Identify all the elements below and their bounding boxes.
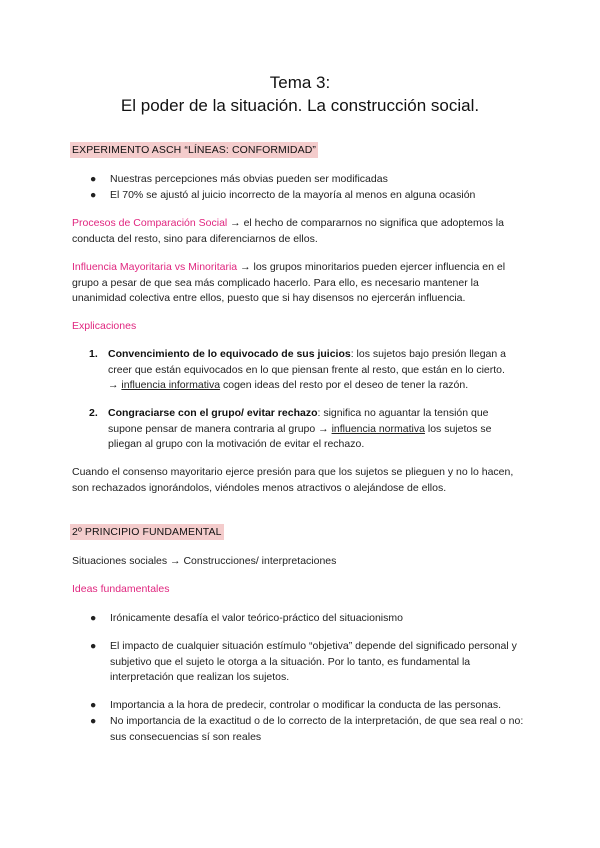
bullet-text: El 70% se ajustó al juicio incorrecto de la mayoría al menos en alguna ocasión xyxy=(110,189,476,201)
item-bold: Congraciarse con el grupo/ evitar rechazo xyxy=(108,407,318,419)
label-comparacion: Procesos de Comparación Social xyxy=(72,217,228,229)
bullet-text: Irónicamente desafía el valor teórico-práctico del situacionismo xyxy=(110,612,403,624)
bullet-text: El impacto de cualquier situación estímulo “objetiva” depende del significado personal y subjetivo que el sujeto le otorga a la situación. Por lo tanto, es fundamental la interpretación que realizan los sujetos. xyxy=(110,640,517,683)
item-underline: influencia normativa xyxy=(331,422,425,435)
paragraph-comparacion xyxy=(72,216,532,247)
bullet-icon: ● xyxy=(90,189,97,201)
item-underline: influencia informativa xyxy=(121,379,221,391)
item-text: : los sujetos bajo presión llegan a creer que están equivocados en lo que piensan frente al resto, que están en lo cierto. → xyxy=(108,348,506,391)
text-influencia: → los grupos minoritarios pueden ejercer influencia en el grupo a pesar de que sea más complicado hacerlo. Para ello, es necesario mantener la unanimidad colectiva entre ellos, puesto que si hay disensos no ejercerán influencia. xyxy=(72,261,506,304)
bullet-icon: ● xyxy=(90,715,97,727)
paragraph-influencia xyxy=(72,260,532,307)
paragraph-situaciones: Situaciones sociales → Construcciones/ interpretaciones xyxy=(72,555,337,567)
label-explicaciones: Explicaciones xyxy=(72,320,137,332)
bullet-icon: ● xyxy=(90,612,97,624)
item-number: 2. xyxy=(89,407,98,419)
label-ideas: Ideas fundamentales xyxy=(72,583,170,595)
item-tail: los sujetos se pliegan al grupo con la motivación de evitar el rechazo. xyxy=(108,422,492,450)
bullet-icon: ● xyxy=(90,173,97,185)
item-tail: cogen ideas del resto por el deseo de tener la razón. xyxy=(220,379,469,391)
text-comparacion: → el hecho de compararnos no significa que adoptemos la conducta del resto, sino para diferenciarnos de ellos. xyxy=(72,217,504,245)
bullet-icon: ● xyxy=(90,640,97,652)
item-bold: Convencimiento de lo equivocado de sus juicios xyxy=(108,348,351,360)
section-heading-asch: EXPERIMENTO ASCH “LÍNEAS: CONFORMIDAD” xyxy=(72,144,316,156)
section-heading-principio: 2º PRINCIPIO FUNDAMENTAL xyxy=(72,526,222,538)
bullet-text: Nuestras percepciones más obvias pueden ser modificadas xyxy=(110,173,388,185)
paragraph-consenso: Cuando el consenso mayoritario ejerce presión para que los sujetos se plieguen y no lo hacen, son rechazados ignorándolos, viéndoles menos atractivos o alejándose de ellos. xyxy=(72,466,514,494)
bullet-text: No importancia de la exactitud o de lo correcto de la interpretación, de que sea real o no: sus consecuencias sí son reales xyxy=(110,715,524,743)
label-influencia: Influencia Mayoritaria vs Minoritaria xyxy=(72,261,238,273)
bullet-icon: ● xyxy=(90,699,97,711)
item-text: : significa no aguantar la tensión que supone pensar de manera contraria al grupo → xyxy=(108,407,489,435)
title-line-1: Tema 3: xyxy=(269,73,331,92)
title-line-2: El poder de la situación. La construcción social. xyxy=(120,96,480,115)
bullet-text: Importancia a la hora de predecir, controlar o modificar la conducta de las personas. xyxy=(110,699,502,711)
item-number: 1. xyxy=(89,348,98,360)
